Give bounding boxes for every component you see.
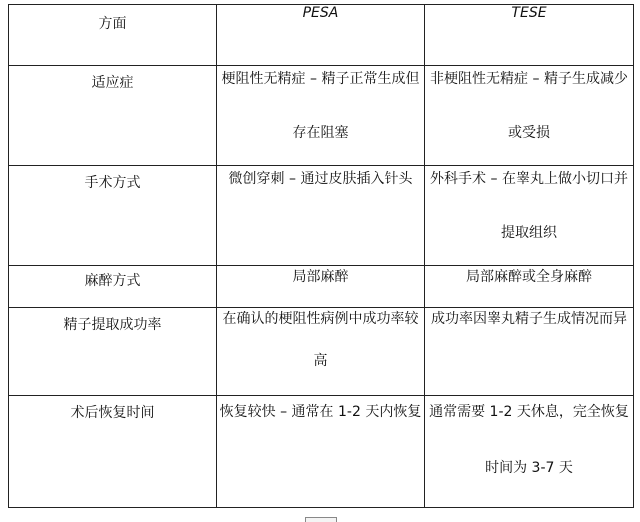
pesa-cell [217,66,425,166]
tese-text: 成功率因睾丸精子生成情况而异 [431,311,627,327]
tese-cell [425,396,634,508]
pesa-text: 梗阻性无精症 – 精子正常生成但存在阻塞 [221,71,420,141]
tese-cell: 局部麻醉或全身麻醉 [425,266,634,308]
pesa-text: 恢复较快 – 通常在 1-2 天内恢复 [219,404,422,420]
tese-cell [425,66,634,166]
tese-cell [425,308,634,396]
comparison-table [8,4,634,508]
tese-cell [425,166,634,266]
header-pesa: PESA [217,5,425,66]
aspect-cell: 麻醉方式 [9,266,217,308]
table-row [9,166,634,266]
scroll-handle[interactable] [305,517,337,522]
tese-text: 通常需要 1-2 天休息，完全恢复时间为 3-7 天 [429,404,629,476]
pesa-cell [217,396,425,508]
pesa-cell [217,166,425,266]
aspect-cell: 精子提取成功率 [9,308,217,396]
tese-text: 外科手术 – 在睾丸上做小切口并提取组织 [430,171,628,241]
aspect-cell: 术后恢复时间 [9,396,217,508]
tese-text: 非梗阻性无精症 – 精子生成减少或受损 [430,71,628,141]
table-row [9,308,634,396]
pesa-cell [217,308,425,396]
table-row [9,396,634,508]
aspect-cell: 适应症 [9,66,217,166]
header-tese: TESE [425,5,634,66]
pesa-text: 在确认的梗阻性病例中成功率较高 [222,311,419,369]
aspect-cell: 手术方式 [9,166,217,266]
pesa-cell: 局部麻醉 [217,266,425,308]
table-row [9,66,634,166]
header-aspect: 方面 [9,5,217,66]
pesa-text: 微创穿刺 – 通过皮肤插入针头 [228,171,413,187]
